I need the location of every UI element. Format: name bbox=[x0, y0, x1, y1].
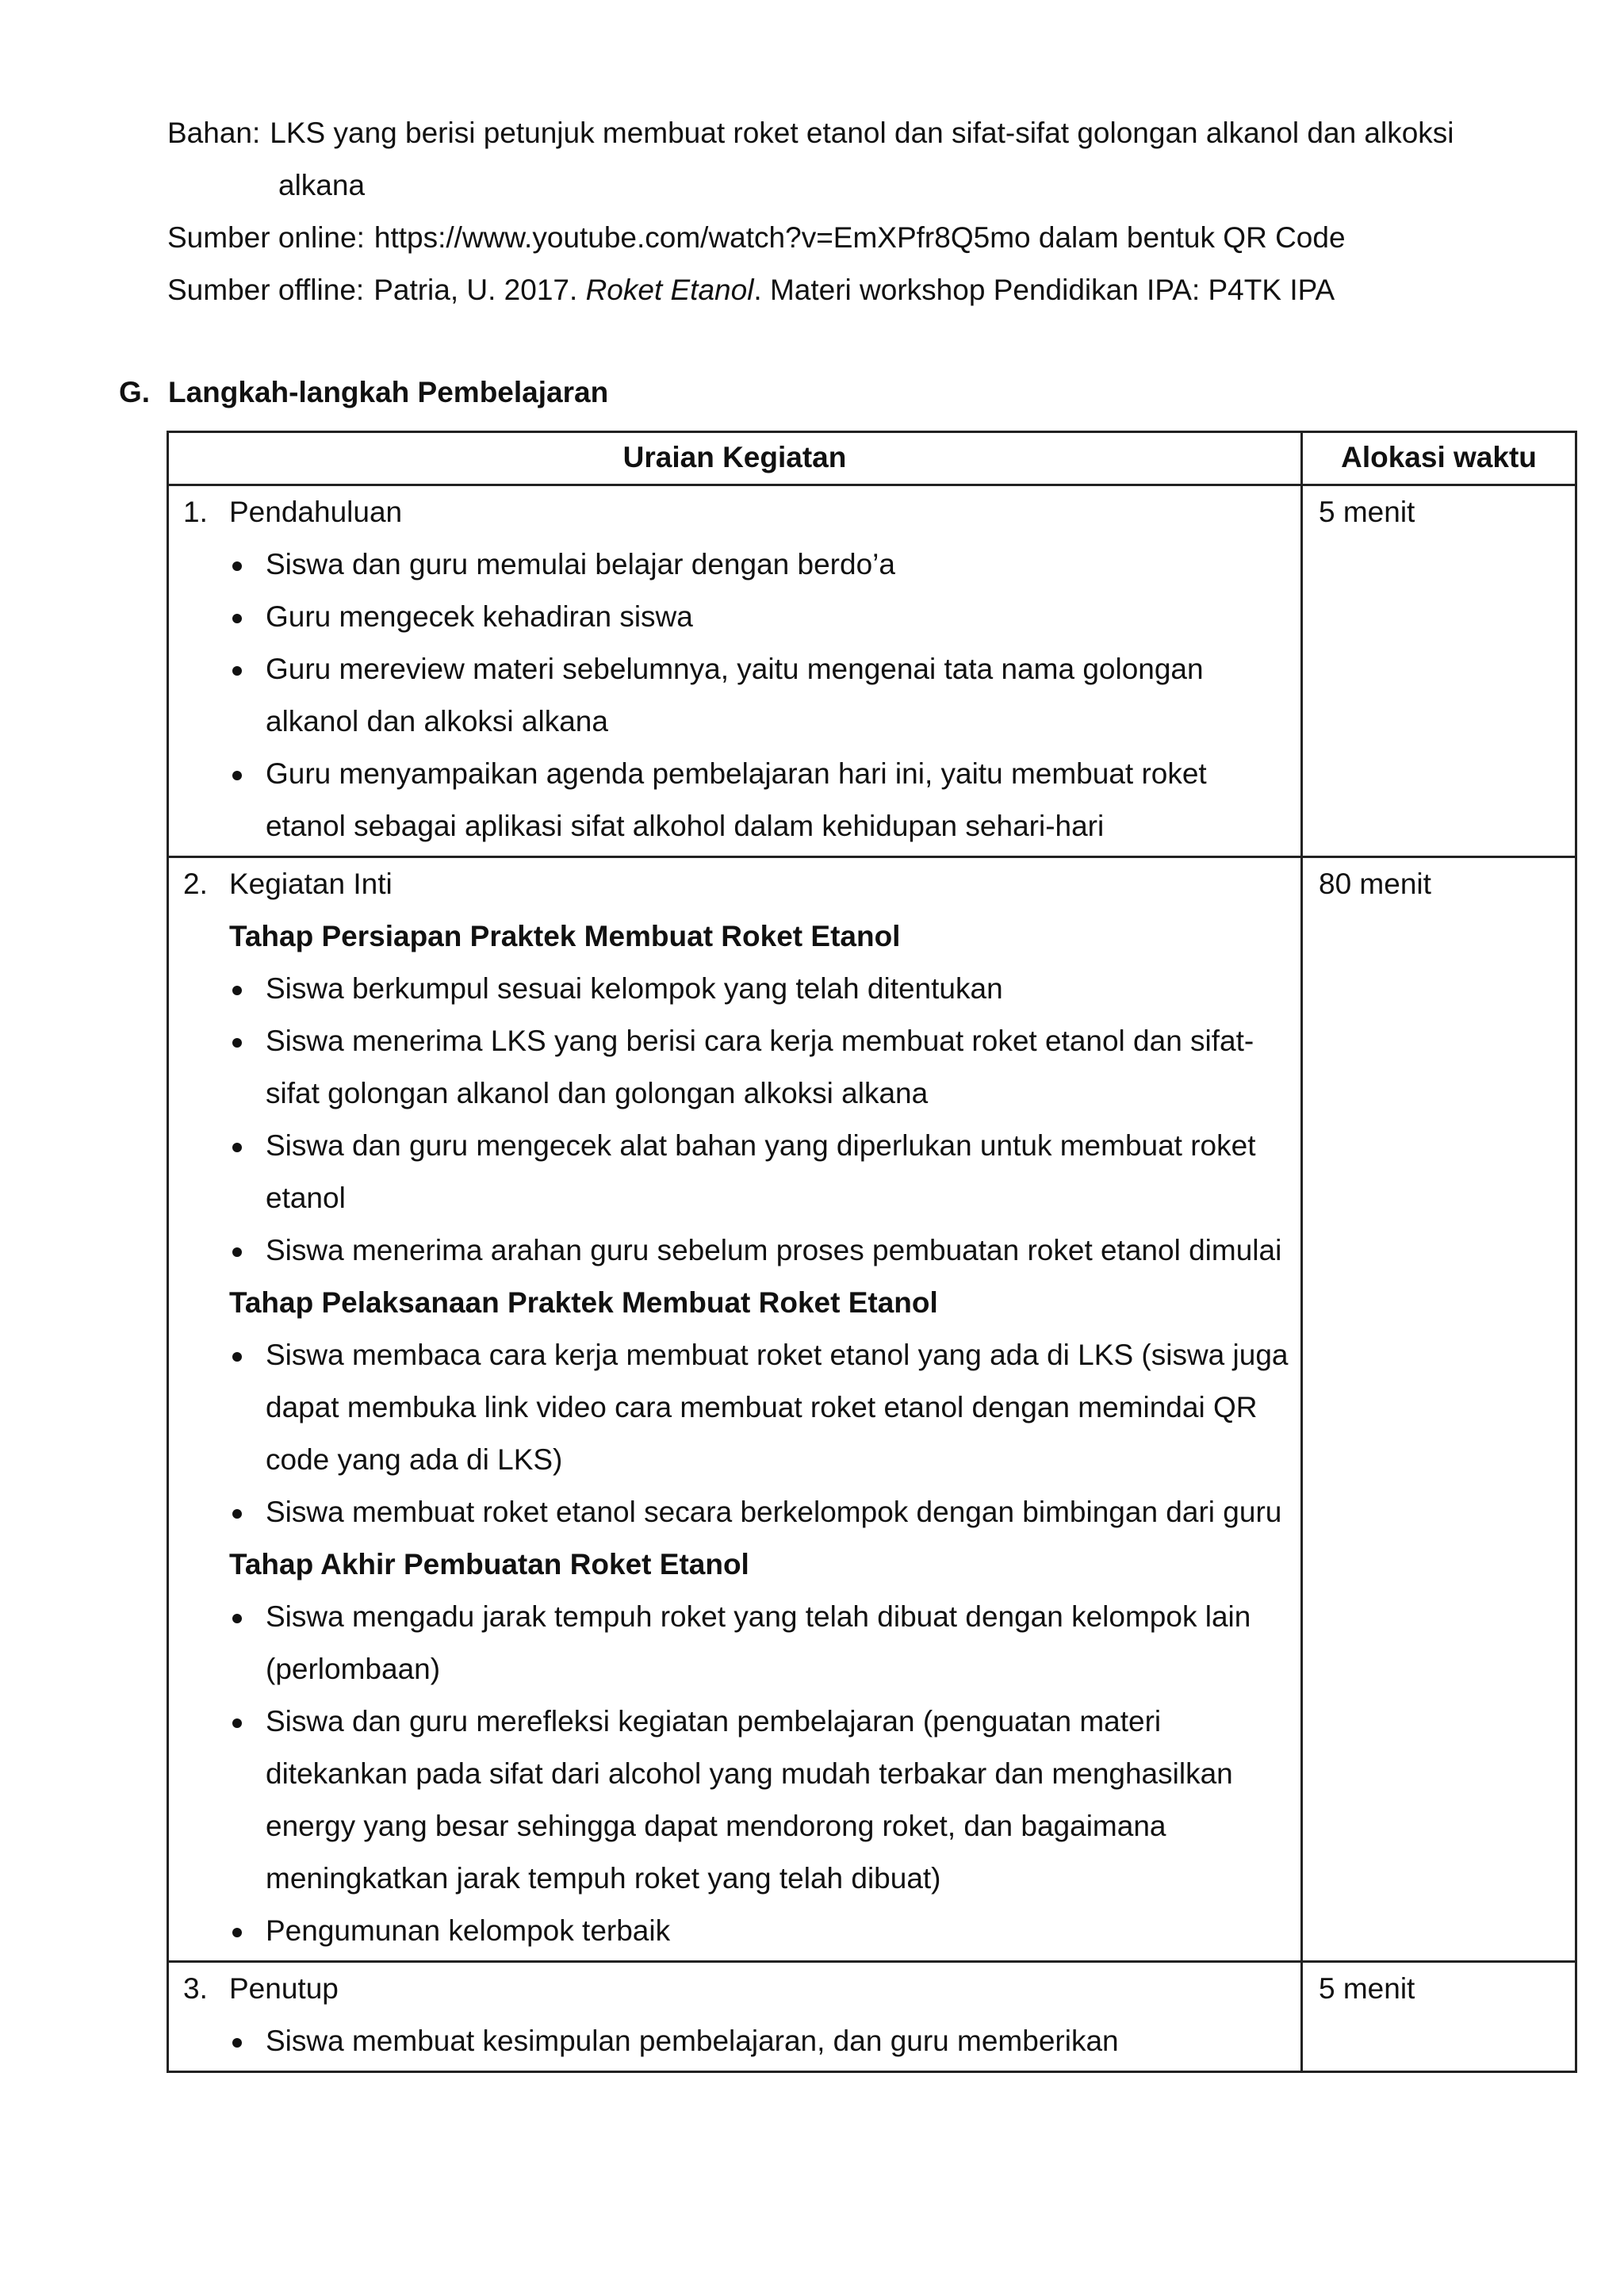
list-item: Siswa dan guru mengecek alat bahan yang diperlukan untuk membuat roket etanol bbox=[229, 1120, 1289, 1224]
bullet-list bbox=[183, 963, 1289, 1277]
section-letter: G. bbox=[119, 376, 151, 408]
activity-cell bbox=[168, 485, 1302, 857]
bahan-label: Bahan: bbox=[167, 117, 261, 149]
list-item: Siswa membuat kesimpulan pembelajaran, dan guru memberikan bbox=[229, 2015, 1289, 2067]
list-item: Siswa dan guru memulai belajar dengan berdo’a bbox=[229, 538, 1289, 591]
time-allocation: 5 menit bbox=[1319, 1972, 1415, 2005]
sumber-offline-label: Sumber offline: bbox=[167, 274, 365, 306]
list-item: Pengumunan kelompok terbaik bbox=[229, 1905, 1289, 1957]
list-item: Siswa menerima LKS yang berisi cara kerja membuat roket etanol dan sifat-sifat golongan alkanol dan golongan alkoksi alkana bbox=[229, 1015, 1289, 1120]
table-row bbox=[168, 485, 1576, 857]
section-title: Langkah-langkah Pembelajaran bbox=[168, 376, 609, 408]
list-item: Guru mereview materi sebelumnya, yaitu mengenai tata nama golongan alkanol dan alkoksi alkana bbox=[229, 643, 1289, 748]
activity-cell bbox=[168, 1962, 1302, 2072]
activity-heading bbox=[183, 1963, 1289, 2015]
list-item: Siswa membuat roket etanol secara berkelompok dengan bimbingan dari guru bbox=[229, 1486, 1289, 1538]
list-item: Siswa dan guru merefleksi kegiatan pembelajaran (penguatan materi ditekankan pada sifat dari alcohol yang mudah terbakar dan menghasilkan energy yang besar sehingga dapat mendorong roket, dan bagaimana meningkatkan jarak tempuh roket yang telah dibuat) bbox=[229, 1695, 1289, 1905]
bullet-list bbox=[183, 2015, 1289, 2067]
header-time: Alokasi waktu bbox=[1302, 432, 1576, 485]
bahan-text: LKS yang berisi petunjuk membuat roket etanol dan sifat-sifat golongan alkanol dan alkoksi bbox=[270, 117, 1454, 149]
activity-heading bbox=[183, 858, 1289, 910]
list-item: Siswa menerima arahan guru sebelum proses pembuatan roket etanol dimulai bbox=[229, 1224, 1289, 1277]
stage-title: Tahap Akhir Pembuatan Roket Etanol bbox=[229, 1548, 749, 1580]
activity-title: Penutup bbox=[229, 1972, 339, 2005]
activity-number: 2. bbox=[183, 868, 208, 900]
stage-title: Tahap Pelaksanaan Praktek Membuat Roket Etanol bbox=[229, 1286, 938, 1319]
activity-heading bbox=[183, 486, 1289, 538]
activity-title: Kegiatan Inti bbox=[229, 868, 393, 900]
sumber-offline-line bbox=[167, 264, 1555, 316]
list-item: Siswa berkumpul sesuai kelompok yang telah ditentukan bbox=[229, 963, 1289, 1015]
time-cell bbox=[1302, 485, 1576, 857]
materials-block bbox=[167, 107, 1555, 316]
activity-number: 3. bbox=[183, 1972, 208, 2005]
header-activity: Uraian Kegiatan bbox=[168, 432, 1302, 485]
time-allocation: 80 menit bbox=[1319, 868, 1431, 900]
bullet-list bbox=[183, 538, 1289, 852]
bullet-list bbox=[183, 1591, 1289, 1957]
sumber-online-label: Sumber online: bbox=[167, 221, 365, 254]
activity-cell bbox=[168, 857, 1302, 1962]
activity-number: 1. bbox=[183, 496, 208, 528]
activity-title: Pendahuluan bbox=[229, 496, 403, 528]
sumber-offline-suffix: . Materi workshop Pendidikan IPA: P4TK IPA bbox=[753, 274, 1335, 306]
time-allocation: 5 menit bbox=[1319, 496, 1415, 528]
sumber-online-line bbox=[167, 212, 1555, 264]
sumber-offline-prefix: Patria, U. 2017. bbox=[373, 274, 578, 306]
bullet-list bbox=[183, 1329, 1289, 1538]
list-item: Siswa mengadu jarak tempuh roket yang telah dibuat dengan kelompok lain (perlombaan) bbox=[229, 1591, 1289, 1695]
time-cell bbox=[1302, 1962, 1576, 2072]
sumber-online-text: https://www.youtube.com/watch?v=EmXPfr8Q5mo dalam bentuk QR Code bbox=[373, 221, 1346, 254]
list-item: Guru menyampaikan agenda pembelajaran hari ini, yaitu membuat roket etanol sebagai aplikasi sifat alkohol dalam kehidupan sehari-hari bbox=[229, 748, 1289, 852]
bahan-line bbox=[167, 107, 1555, 159]
list-item: Guru mengecek kehadiran siswa bbox=[229, 591, 1289, 643]
section-heading bbox=[119, 366, 608, 419]
list-item: Siswa membaca cara kerja membuat roket etanol yang ada di LKS (siswa juga dapat membuka link video cara membuat roket etanol dengan memindai QR code yang ada di LKS) bbox=[229, 1329, 1289, 1486]
learning-steps-table bbox=[167, 431, 1577, 2073]
bahan-continuation: alkana bbox=[278, 169, 366, 201]
table-row bbox=[168, 857, 1576, 1962]
table-row bbox=[168, 1962, 1576, 2072]
table-header-row bbox=[168, 432, 1576, 485]
time-cell bbox=[1302, 857, 1576, 1962]
stage-title: Tahap Persiapan Praktek Membuat Roket Etanol bbox=[229, 920, 901, 952]
sumber-offline-title: Roket Etanol bbox=[585, 274, 754, 306]
